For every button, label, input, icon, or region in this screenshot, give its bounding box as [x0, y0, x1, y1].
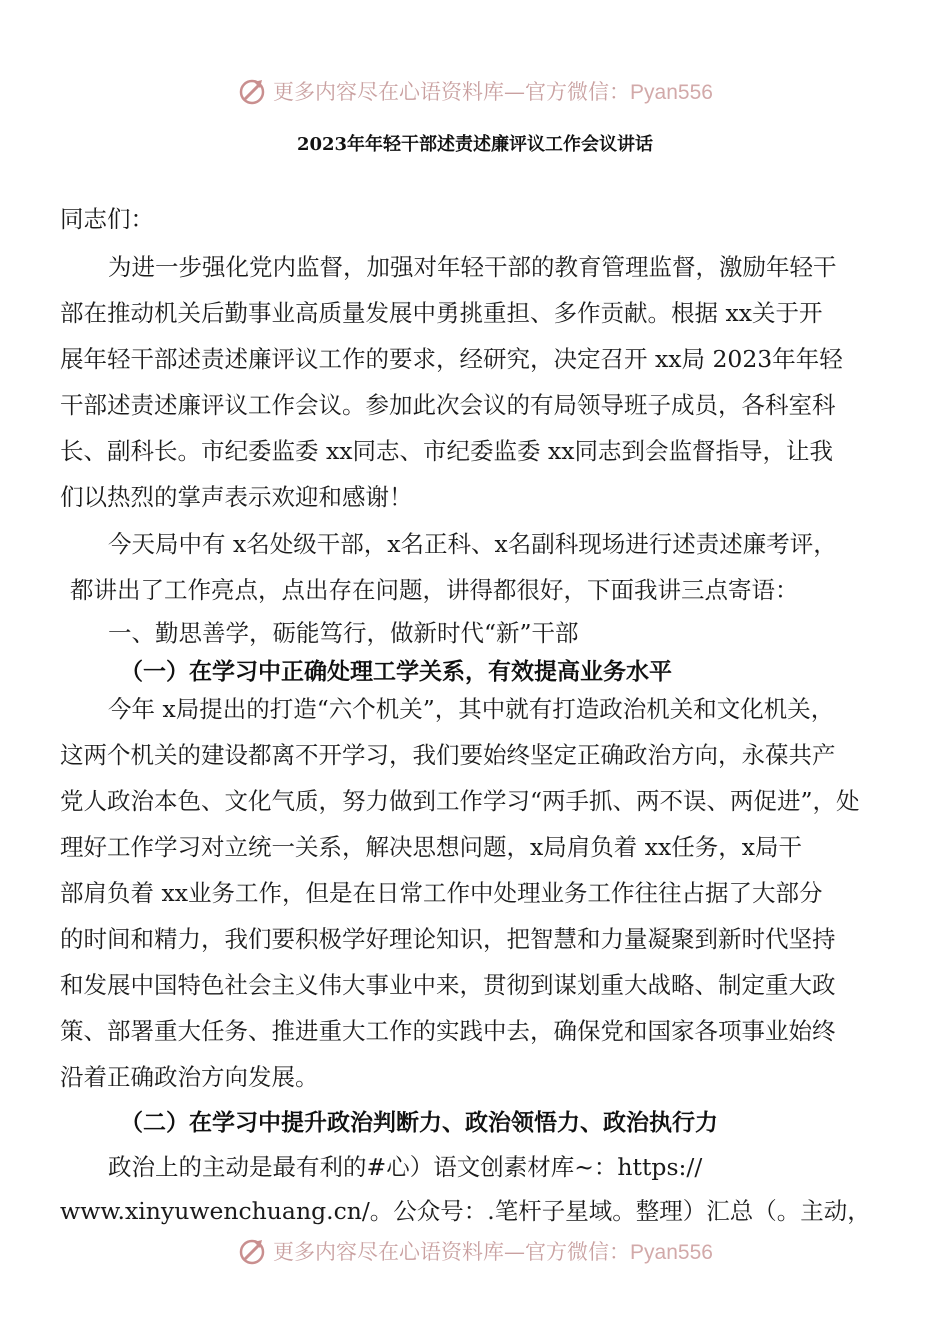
paragraph-line: 今天局中有 x名处级干部，x名正科、x名副科现场进行述责述廉考评， — [108, 530, 837, 558]
salutation: 同志们： — [60, 205, 154, 233]
paragraph-line: 和发展中国特色社会主义伟大事业中来，贯彻到谋划重大战略、制定重大政 — [60, 971, 836, 999]
watermark-top — [0, 76, 950, 107]
subsection-heading: （二）在学习中提升政治判断力、政治领悟力、政治执行力 — [120, 1110, 718, 1136]
paragraph-line: 今年 x局提出的打造“六个机关”，其中就有打造政治机关和文化机关， — [108, 695, 835, 723]
paragraph-line: 党人政治本色、文化气质，努力做到工作学习“两手抓、两不误、两促进”，处 — [60, 787, 860, 815]
paragraph-line: 长、副科长。市纪委监委 xx同志、市纪委监委 xx同志到会监督指导，让我 — [60, 437, 833, 465]
watermark-id: Pyan556 — [630, 81, 713, 104]
paragraph-line: 政治上的主动是最有利的#心）语文创素材库~：https:// — [108, 1153, 703, 1181]
logo-icon — [237, 1237, 267, 1267]
subsection-heading: （一）在学习中正确处理工学关系，有效提高业务水平 — [120, 659, 672, 685]
paragraph-line: 部在推动机关后勤事业高质量发展中勇挑重担、多作贡献。根据 xx关于开 — [60, 299, 823, 327]
logo-icon — [237, 77, 267, 107]
watermark-bottom — [0, 1236, 950, 1267]
paragraph-line: 的时间和精力，我们要积极学好理论知识，把智慧和力量凝聚到新时代坚持 — [60, 925, 836, 953]
paragraph-line: 策、部署重大任务、推进重大工作的实践中去，确保党和国家各项事业始终 — [60, 1017, 836, 1045]
document-title: 2023年年轻干部述责述廉评议工作会议讲话 — [296, 134, 654, 155]
paragraph-line: 干部述责述廉评议工作会议。参加此次会议的有局领导班子成员，各科室科 — [60, 391, 836, 419]
paragraph-line: www.xinyuwenchuang.cn/。公众号：.笔杆子星域。整理）汇总（。主动， — [60, 1197, 871, 1225]
paragraph-line: 展年轻干部述责述廉评议工作的要求，经研究，决定召开 xx局 2023年年轻 — [60, 345, 843, 373]
paragraph-line: 这两个机关的建设都离不开学习，我们要始终坚定正确政治方向，永葆共产 — [60, 741, 836, 769]
paragraph-line: 部肩负着 xx业务工作，但是在日常工作中处理业务工作往往占据了大部分 — [60, 879, 823, 907]
paragraph-line: 理好工作学习对立统一关系，解决思想问题，x局肩负着 xx任务，x局干 — [60, 833, 802, 861]
watermark-text: 更多内容尽在心语资料库—官方微信： — [273, 1240, 631, 1264]
paragraph-line: 沿着正确政治方向发展。 — [60, 1063, 319, 1091]
section-heading: 一、勤思善学，砺能笃行，做新时代“新”干部 — [108, 619, 579, 647]
paragraph-line: 都讲出了工作亮点，点出存在问题，讲得都很好，下面我讲三点寄语： — [70, 576, 799, 604]
watermark-id: Pyan556 — [630, 1241, 713, 1264]
watermark-text: 更多内容尽在心语资料库—官方微信： — [273, 80, 631, 104]
paragraph-line: 为进一步强化党内监督，加强对年轻干部的教育管理监督，激励年轻干 — [108, 253, 837, 281]
paragraph-line: 们以热烈的掌声表示欢迎和感谢！ — [60, 483, 413, 511]
